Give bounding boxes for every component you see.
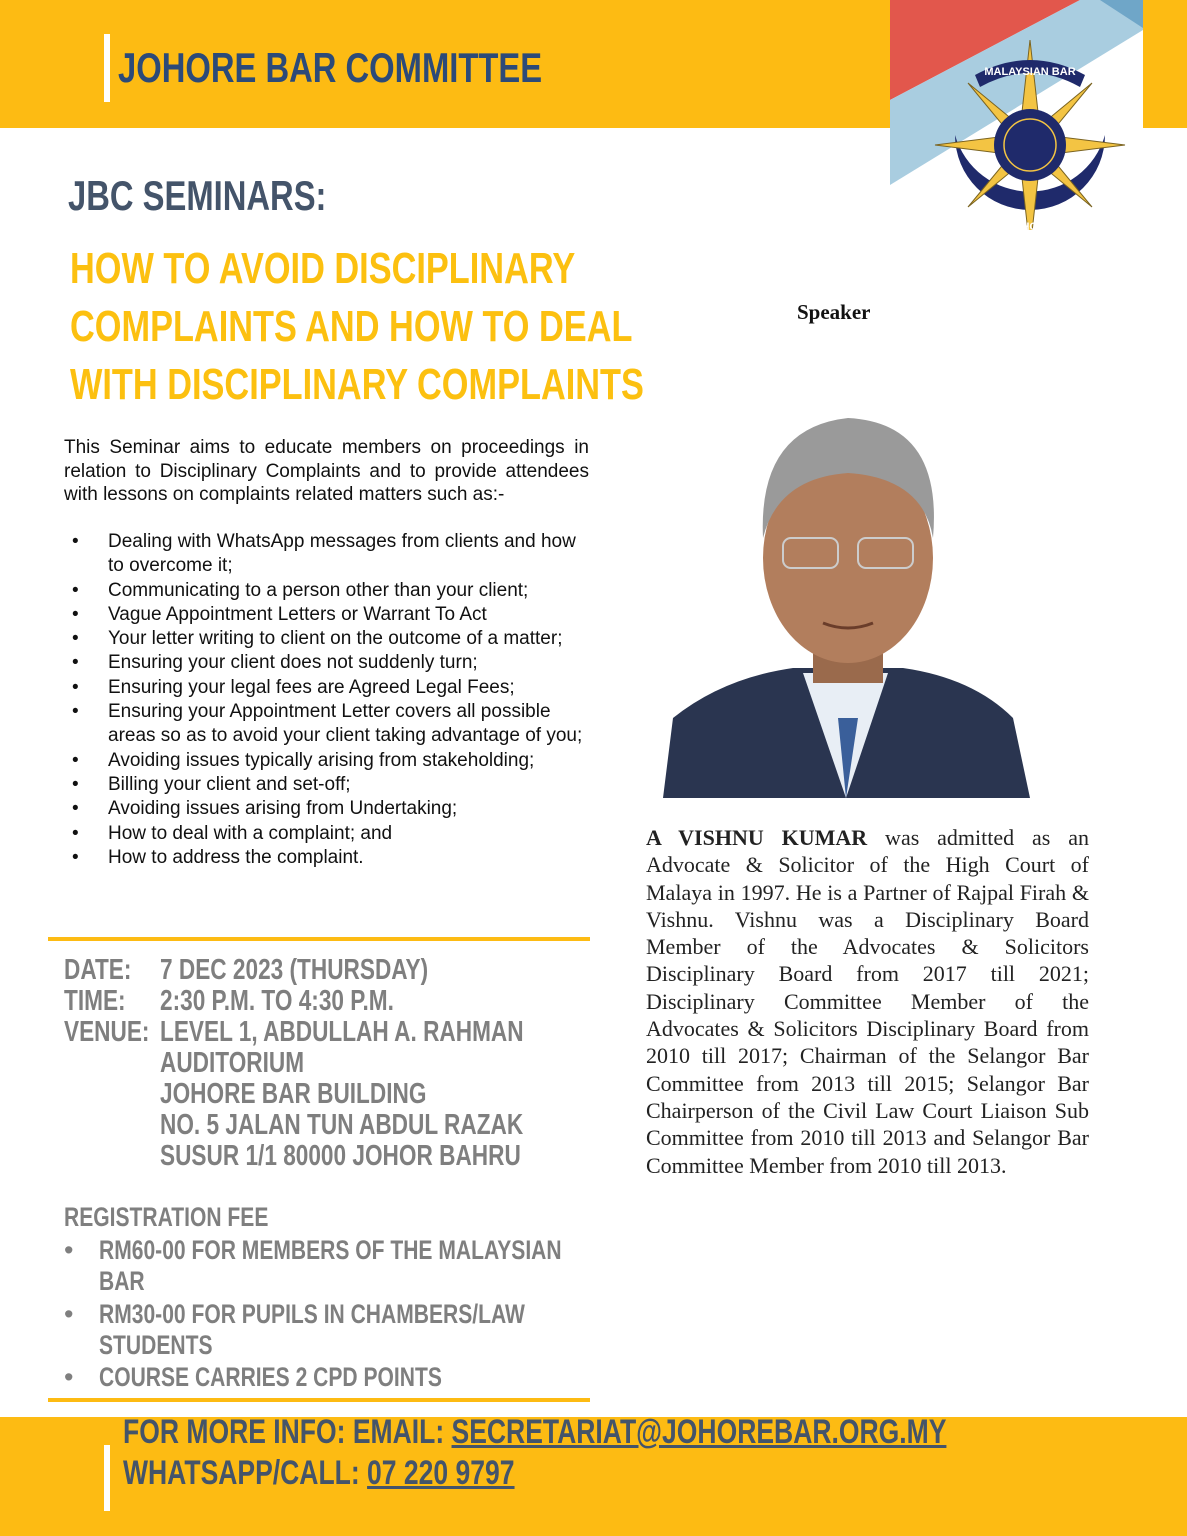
footer-info-line [123, 1413, 946, 1452]
fee-bullet: • [64, 1235, 74, 1265]
footer-phone-line [123, 1454, 515, 1493]
malaysian-bar-johore-logo [890, 0, 1143, 230]
topic-item: • Communicating to a person other than your client; [64, 579, 589, 603]
seminar-intro: This Seminar aims to educate members on proceedings in relation to Disciplinary Complaints and to provide attendees with lessons on complaints related matters such as:- [64, 437, 589, 505]
topic-item: • Avoiding issues typically arising from stakeholding; [64, 749, 589, 773]
brand-title: JOHORE BAR COMMITTEE [118, 44, 543, 91]
topic-list [64, 530, 589, 870]
date-value: 7 DEC 2023 (THURSDAY) [160, 954, 429, 986]
time-label: TIME: [64, 985, 126, 1017]
speaker-photo [663, 388, 1030, 798]
fee-item: RM30-00 FOR PUPILS IN CHAMBERS/LAW STUDENTS [99, 1299, 525, 1360]
fee-bullet: • [64, 1362, 74, 1392]
topic-item: • Ensuring your legal fees are Agreed Legal Fees; [64, 676, 589, 700]
phone-label: WHATSAPP/CALL: [123, 1454, 368, 1492]
seminar-title-line: HOW TO AVOID DISCIPLINARY [70, 244, 576, 293]
topic-item: • Dealing with WhatsApp messages from clients and how to overcome it; [64, 530, 589, 579]
fee-item: COURSE CARRIES 2 CPD POINTS [99, 1362, 442, 1392]
footer-divider [104, 1445, 110, 1511]
phone-link[interactable]: 07 220 9797 [367, 1454, 515, 1492]
seminar-series-heading: JBC SEMINARS: [68, 172, 327, 219]
registration-fee-label: REGISTRATION FEE [64, 1202, 269, 1232]
email-link[interactable]: SECRETARIAT@JOHOREBAR.ORG.MY [451, 1413, 947, 1451]
topic-item: • Billing your client and set-off; [64, 773, 589, 797]
venue-line: NO. 5 JALAN TUN ABDUL RAZAK [160, 1109, 524, 1141]
time-value: 2:30 P.M. TO 4:30 P.M. [160, 985, 394, 1017]
date-label: DATE: [64, 954, 132, 986]
speaker-name: A VISHNU KUMAR [646, 825, 868, 850]
topic-item: • How to deal with a complaint; and [64, 822, 589, 846]
seminar-title-line: WITH DISCIPLINARY COMPLAINTS [70, 360, 644, 409]
topic-item: • Ensuring your client does not suddenly turn; [64, 651, 589, 675]
email-label: FOR MORE INFO: EMAIL: [123, 1413, 452, 1451]
topic-item: • Your letter writing to client on the outcome of a matter; [64, 627, 589, 651]
divider [48, 937, 590, 941]
venue-line: LEVEL 1, ABDULLAH A. RAHMAN [160, 1016, 524, 1048]
seminar-title-line: COMPLAINTS AND HOW TO DEAL [70, 302, 633, 351]
topic-item: • Vague Appointment Letters or Warrant To Act [64, 603, 589, 627]
divider [48, 1398, 590, 1402]
fee-bullet: • [64, 1299, 74, 1329]
speaker-bio-text: was admitted as an Advocate & Solicitor of the High Court of Malaya in 1997. He is a Partner of Rajpal Firah & Vishnu. Vishnu was a Disciplinary Board Member of the Advocates & Solicitors Disciplinary Board from 2017 till 2021; Disciplinary Committee Member of the Advocates & Solicitors Disciplinary Board from 2010 till 2017; Chairman of the Selangor Bar Committee from 2013 till 2015; Selangor Bar Chairperson of the Civil Law Court Liaison Sub Committee from 2010 till 2013 and Selangor Bar Committee Member from 2010 till 2013. [646, 825, 1089, 1178]
topic-item: • How to address the complaint. [64, 846, 589, 870]
venue-line: AUDITORIUM [160, 1047, 305, 1079]
venue-line: SUSUR 1/1 80000 JOHOR BAHRU [160, 1140, 521, 1172]
speaker-bio [646, 824, 1089, 1179]
venue-label: VENUE: [64, 1016, 150, 1048]
venue-line: JOHORE BAR BUILDING [160, 1078, 427, 1110]
header-bar-right [1143, 0, 1187, 128]
svg-text:MALAYSIAN BAR: MALAYSIAN BAR [984, 66, 1076, 78]
topic-item: • Ensuring your Appointment Letter covers all possible areas so as to avoid your client taking advantage of you; [64, 700, 589, 749]
fee-item: RM60-00 FOR MEMBERS OF THE MALAYSIAN BAR [99, 1235, 562, 1296]
topic-item: • Avoiding issues arising from Undertaking; [64, 797, 589, 821]
speaker-label: Speaker [797, 300, 871, 324]
svg-text:JOHORE: JOHORE [1006, 221, 1054, 230]
header-divider [104, 34, 110, 102]
